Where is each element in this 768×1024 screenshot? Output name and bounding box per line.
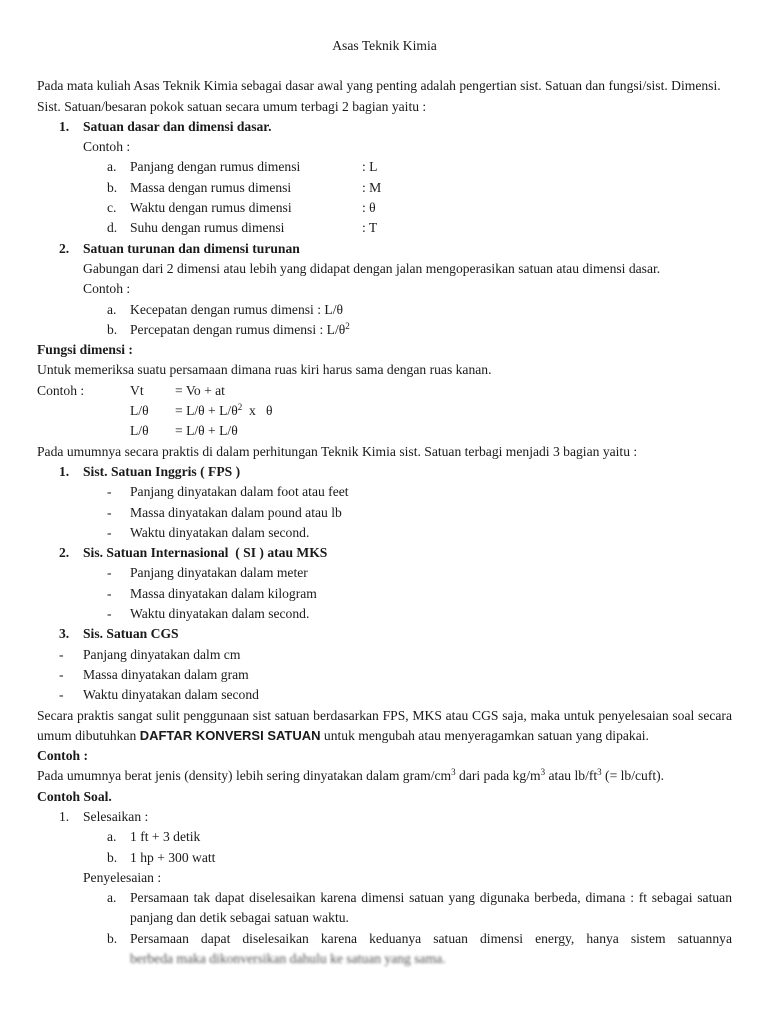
text-run: Secara praktis sangat sulit penggunaan sist satuan berdasarkan FPS, MKS atau CGS saja, maka untuk penyelesaian soal secara umum dibutuhkan — [37, 707, 732, 743]
dash: - — [107, 504, 112, 520]
list-item — [37, 178, 732, 198]
equation-left: L/θ — [130, 403, 149, 419]
equation-left: L/θ — [130, 423, 149, 439]
konversi-paragraph — [37, 706, 732, 747]
si-heading — [37, 543, 732, 563]
equation-part: = L/θ + L/θ — [175, 403, 238, 419]
equation-right — [175, 401, 273, 421]
list-text: Waktu dinyatakan dalam second. — [130, 524, 310, 540]
penyelesaian-label: Penyelesaian : — [83, 869, 162, 885]
list-item — [37, 503, 732, 523]
list-item — [37, 523, 732, 543]
list-letter: b. — [107, 321, 118, 337]
list-letter: b. — [107, 930, 118, 946]
dimension-value: : T — [362, 220, 378, 236]
list-item — [37, 198, 732, 218]
text-run: dari pada kg/m — [455, 768, 541, 784]
list-item — [37, 320, 732, 340]
cut-off-line: berbeda maka dikonversikan dahulu ke satuan yang sama. — [130, 951, 446, 967]
section-2-description: Gabungan dari 2 dimensi atau lebih yang didapat dengan jalan mengoperasikan satuan atau dimensi dasar. — [83, 260, 661, 276]
satuan-intro: Sist. Satuan/besaran pokok satuan secara umum terbagi 2 bagian yaitu : — [37, 98, 427, 114]
superscript: 3 — [540, 767, 546, 778]
list-letter: a. — [107, 890, 117, 906]
list-text: Kecepatan dengan rumus dimensi : L/θ — [130, 301, 343, 317]
list-letter: b. — [107, 179, 118, 195]
superscript: 2 — [345, 320, 350, 331]
list-text: Panjang dinyatakan dalam meter — [130, 565, 308, 581]
si-number: 2. — [59, 545, 70, 561]
list-text: Suhu dengan rumus dimensi — [130, 220, 285, 236]
dimension-value: : M — [362, 179, 382, 195]
dash: - — [107, 606, 112, 622]
list-letter: b. — [107, 849, 118, 865]
list-letter: a. — [107, 829, 117, 845]
soal-title: Contoh Soal. — [37, 788, 112, 804]
list-item — [37, 157, 732, 177]
equation-label: Contoh : — [37, 382, 85, 398]
section-2-contoh: Contoh : — [83, 281, 131, 297]
section-1-contoh: Contoh : — [83, 139, 131, 155]
list-letter: a. — [107, 159, 117, 175]
list-text: Massa dinyatakan dalam gram — [83, 666, 249, 682]
list-text: 1 hp + 300 watt — [130, 849, 216, 865]
list-text: Waktu dinyatakan dalam second — [83, 687, 259, 703]
list-item — [37, 665, 732, 685]
list-item — [37, 584, 732, 604]
text-run: (= lb/cuft). — [601, 768, 665, 784]
list-text: Massa dinyatakan dalam pound atau lb — [130, 504, 342, 520]
list-item — [37, 482, 732, 502]
list-text: Waktu dinyatakan dalam second. — [130, 606, 310, 622]
dash: - — [59, 687, 64, 703]
list-item — [37, 300, 732, 320]
equation-left: Vt — [130, 382, 144, 398]
dash: - — [107, 484, 112, 500]
fps-heading — [37, 462, 732, 482]
dash: - — [59, 666, 64, 682]
fps-title: Sist. Satuan Inggris ( FPS ) — [83, 463, 241, 479]
list-item — [37, 929, 732, 970]
list-text: Panjang dengan rumus dimensi — [130, 159, 301, 175]
section-1-title: Satuan dasar dan dimensi dasar. — [83, 118, 272, 134]
section-2-number: 2. — [59, 240, 70, 256]
dash: - — [59, 646, 64, 662]
fungsi-title: Fungsi dimensi : — [37, 342, 133, 358]
list-item — [37, 685, 732, 705]
text-run: Pada umumnya berat jenis (density) lebih sering dinyatakan dalam gram/cm — [37, 768, 452, 784]
cgs-title: Sis. Satuan CGS — [83, 626, 179, 642]
section-2-title: Satuan turunan dan dimensi turunan — [83, 240, 300, 256]
list-text: Persamaan tak dapat diselesaikan karena dimensi satuan yang digunaka berbeda, dimana : ft sebagai satuan panjang dan detik sebagai satuan waktu. — [130, 890, 732, 926]
cgs-heading — [37, 624, 732, 644]
document-title: Asas Teknik Kimia — [332, 38, 437, 53]
list-text: Percepatan dengan rumus dimensi : L/θ — [130, 321, 346, 337]
density-paragraph — [37, 766, 732, 786]
list-text: Massa dinyatakan dalam kilogram — [130, 585, 317, 601]
superscript: 3 — [597, 767, 602, 778]
soal-number: 1. — [59, 808, 70, 824]
list-letter: d. — [107, 220, 118, 236]
konversi-emphasis: DAFTAR KONVERSI SATUAN — [139, 727, 321, 743]
list-item — [37, 827, 732, 847]
si-title: Sis. Satuan Internasional ( SI ) atau MKS — [83, 545, 328, 561]
list-item — [37, 645, 732, 665]
equation-right: = Vo + at — [175, 382, 225, 398]
list-text-wrap — [130, 322, 350, 337]
superscript: 2 — [237, 402, 243, 413]
fungsi-description: Untuk memeriksa suatu persamaan dimana ruas kiri harus sama dengan ruas kanan. — [37, 362, 492, 378]
section-1-heading — [37, 117, 732, 137]
soal-label: Selesaikan : — [83, 808, 149, 824]
fps-number: 1. — [59, 463, 70, 479]
text-run: untuk mengubah atau menyeragamkan satuan yang dipakai. — [320, 727, 649, 743]
section-2-heading — [37, 239, 732, 259]
equation-right: = L/θ + L/θ — [175, 423, 238, 439]
dimension-value: : θ — [362, 200, 376, 216]
equation-row — [37, 381, 732, 401]
equation-row — [37, 401, 732, 421]
list-letter: c. — [107, 200, 117, 216]
list-text: Massa dengan rumus dimensi — [130, 179, 292, 195]
list-item — [37, 563, 732, 583]
list-letter: a. — [107, 301, 117, 317]
text-run: atau lb/ft — [545, 768, 598, 784]
document-page — [37, 36, 732, 969]
praktis-intro: Pada umumnya secara praktis di dalam perhitungan Teknik Kimia sist. Satuan terbagi menjadi 3 bagian yaitu : — [37, 443, 638, 459]
list-text: Panjang dinyatakan dalam foot atau feet — [130, 484, 349, 500]
dash: - — [107, 565, 112, 581]
dash: - — [107, 524, 112, 540]
equation-row — [37, 421, 732, 441]
superscript: 3 — [451, 767, 456, 778]
list-text: Panjang dinyatakan dalm cm — [83, 646, 241, 662]
list-text: Persamaan dapat diselesaikan karena keduanya satuan dimensi energy, hanya sistem satuannya — [130, 930, 732, 946]
equation-part: x θ — [242, 403, 273, 419]
list-item — [37, 218, 732, 238]
soal-item — [37, 807, 732, 827]
intro-paragraph: Pada mata kuliah Asas Teknik Kimia sebagai dasar awal yang penting adalah pengertian sist. Satuan dan fungsi/sist. Dimensi. — [37, 78, 721, 94]
list-text: 1 ft + 3 detik — [130, 829, 201, 845]
contoh-title: Contoh : — [37, 748, 88, 764]
list-text: Waktu dengan rumus dimensi — [130, 200, 292, 216]
list-item — [37, 604, 732, 624]
list-item — [37, 848, 732, 868]
section-1-number: 1. — [59, 118, 70, 134]
list-item — [37, 888, 732, 929]
cgs-number: 3. — [59, 626, 70, 642]
dash: - — [107, 585, 112, 601]
dimension-value: : L — [362, 159, 378, 175]
